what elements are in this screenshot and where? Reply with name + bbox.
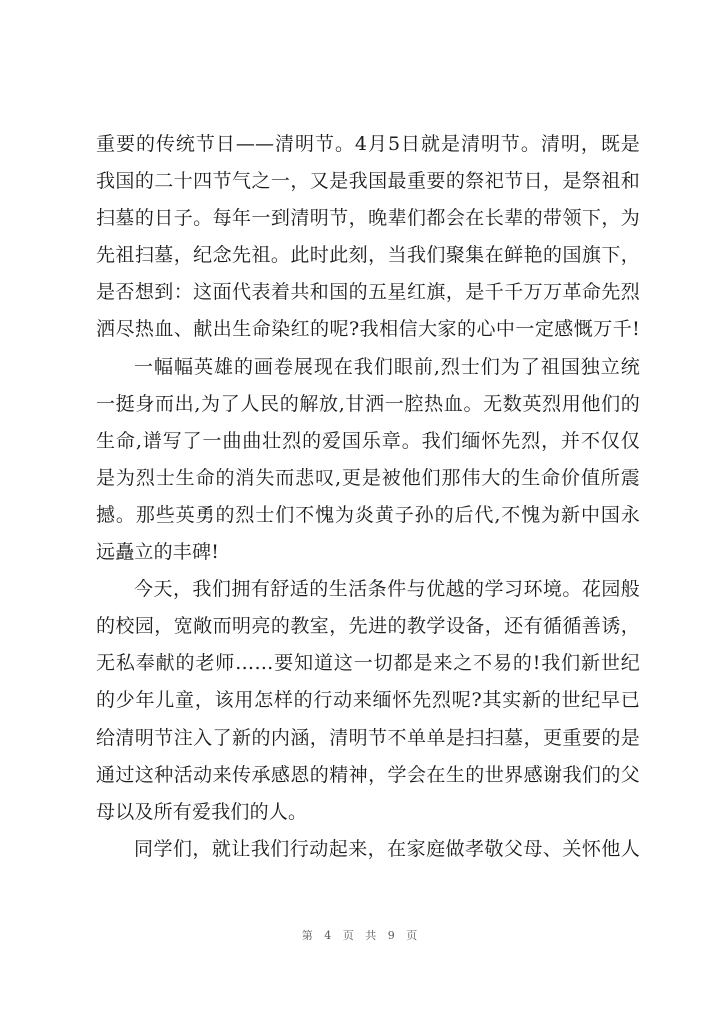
text-line: 同学们，就让我们行动起来，在家庭做孝敬父母、关怀他人 [134,837,640,860]
text-line: 一幅幅英雄的画卷展现在我们眼前,烈士们为了祖国独立统 [134,355,640,378]
text-line: 是否想到：这面代表着共和国的五星红旗，是千千万万革命先烈 [96,281,640,304]
text-line: 给清明节注入了新的内涵，清明节不单单是扫扫墓，更重要的是 [96,726,640,749]
document-body [96,126,640,868]
text-line: 洒尽热血、献出生命染红的呢?我相信大家的心中一定感慨万千! [96,318,640,341]
paragraph-1 [96,126,640,349]
text-line: 远矗立的丰碑! [96,541,220,564]
paragraph-2 [96,349,640,572]
text-line: 今天，我们拥有舒适的生活条件与优越的学习环境。花园般 [134,578,640,601]
text-line: 母以及所有爱我们的人。 [96,800,308,823]
page-number-footer: 第 4 页 共 9 页 [301,929,419,942]
text-line: 的校园，宽敞而明亮的教室，先进的教学设备，还有循循善诱， [96,615,640,638]
text-line: 的少年儿童，该用怎样的行动来缅怀先烈呢?其实新的世纪早已 [96,689,640,712]
text-line: 生命,谱写了一曲曲壮烈的爱国乐章。我们缅怀先烈，并不仅仅 [96,429,640,452]
text-line: 扫墓的日子。每年一到清明节，晚辈们都会在长辈的带领下，为 [96,207,640,230]
text-line: 先祖扫墓，纪念先祖。此时此刻，当我们聚集在鲜艳的国旗下， [96,244,640,267]
paragraph-4 [96,831,640,868]
text-line: 是为烈士生命的消失而悲叹,更是被他们那伟大的生命价值所震 [96,466,640,489]
text-line: 我国的二十四节气之一，又是我国最重要的祭祀节日，是祭祖和 [96,170,640,193]
text-line: 重要的传统节日——清明节。4月5日就是清明节。清明，既是 [96,133,640,155]
text-line: 无私奉献的老师……要知道这一切都是来之不易的!我们新世纪 [96,652,640,675]
paragraph-3 [96,571,640,831]
text-line: 一挺身而出,为了人民的解放,甘洒一腔热血。无数英烈用他们的 [96,392,640,415]
text-line: 通过这种活动来传承感恩的精神，学会在生的世界感谢我们的父 [96,763,640,786]
text-line: 撼。那些英勇的烈士们不愧为炎黄子孙的后代,不愧为新中国永 [96,503,640,526]
